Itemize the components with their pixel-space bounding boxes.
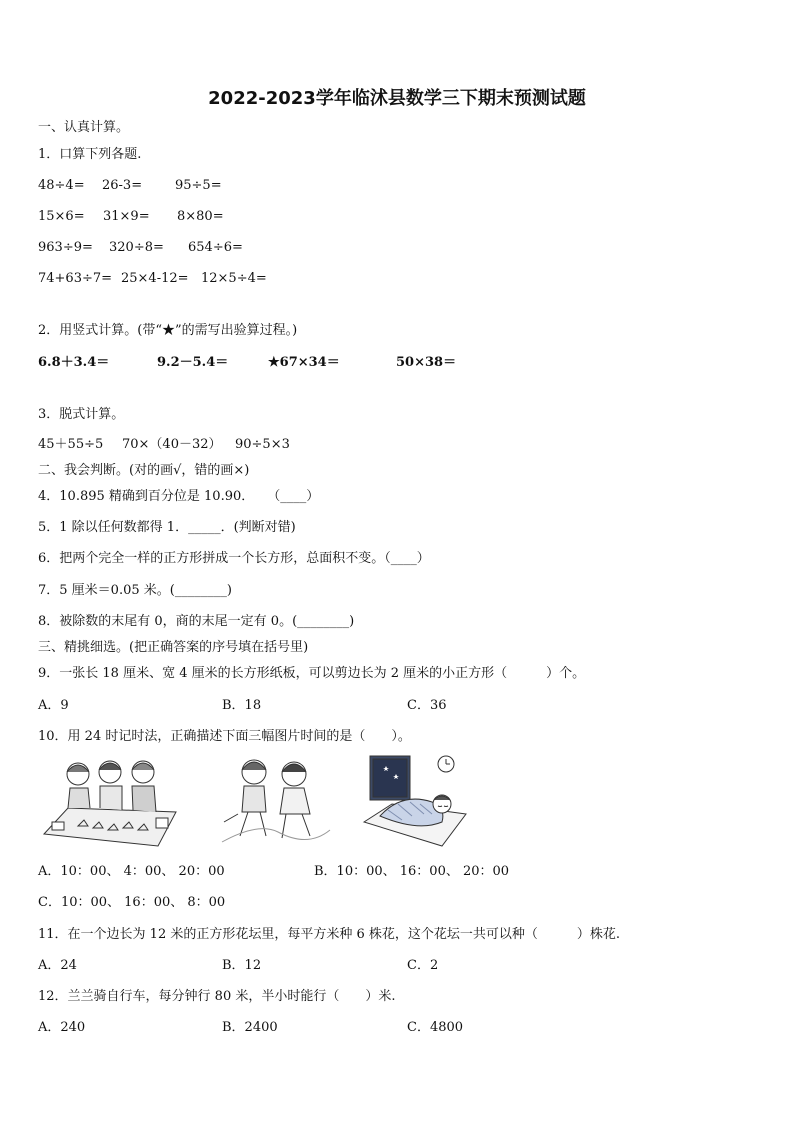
oral-item: 963÷9= xyxy=(38,240,93,255)
oral-item: 320÷8= xyxy=(109,240,164,255)
option-b: B．2400 xyxy=(222,1020,278,1035)
question-7: 7．5 厘米＝0.05 米。(________) xyxy=(38,583,232,598)
question-6: 6．把两个完全一样的正方形拼成一个长方形，总面积不变。（____） xyxy=(38,551,430,566)
question-1-label: 1．口算下列各题. xyxy=(38,147,142,162)
children-folding-paper-picture xyxy=(38,752,180,852)
option-c: C．36 xyxy=(407,698,447,713)
oral-item: 12×5÷4= xyxy=(201,271,267,286)
option-b: B．10：00、 16：00、 20：00 xyxy=(314,864,510,879)
option-a: A．9 xyxy=(38,698,69,713)
question-3-label: 3．脱式计算。 xyxy=(38,407,125,422)
oral-item: 25×4-12= xyxy=(121,271,189,286)
oral-item: 31×9= xyxy=(103,209,150,224)
vertical-calc-item: 9.2－5.4＝ xyxy=(157,355,229,370)
question-8: 8．被除数的末尾有 0，商的末尾一定有 0。(________) xyxy=(38,614,355,629)
step-calc-item: 70×（40－32） xyxy=(122,437,222,452)
child-sleeping-night-picture xyxy=(362,752,470,852)
oral-item: 48÷4= xyxy=(38,178,85,193)
oral-item: 15×6= xyxy=(38,209,85,224)
vertical-calc-item: 6.8＋3.4＝ xyxy=(38,355,110,370)
question-12-stem: 12．兰兰骑自行车，每分钟行 80 米，半小时能行（ ）米. xyxy=(38,989,396,1004)
section-3-heading: 三、精挑细选。(把正确答案的序号填在括号里) xyxy=(38,640,309,655)
option-c: C．4800 xyxy=(407,1020,464,1035)
option-b: B．12 xyxy=(222,958,262,973)
question-11-stem: 11．在一个边长为 12 米的正方形花坛里，每平方米种 6 株花，这个花坛一共可以种（ ）株花. xyxy=(38,927,621,942)
question-5: 5．1 除以任何数都得 1．_____．(判断对错) xyxy=(38,520,296,535)
question-9-stem: 9．一张长 18 厘米、宽 4 厘米的长方形纸板，可以剪边长为 2 厘米的小正方形（ ）个。 xyxy=(38,666,586,681)
oral-item: 26-3= xyxy=(102,178,143,193)
oral-item: 74+63÷7= xyxy=(38,271,113,286)
option-a: A．24 xyxy=(38,958,77,973)
oral-item: 95÷5= xyxy=(175,178,222,193)
option-b: B．18 xyxy=(222,698,262,713)
vertical-calc-item: 50×38＝ xyxy=(396,355,457,370)
option-a: A．10：00、 4：00、 20：00 xyxy=(38,864,225,879)
step-calc-item: 45＋55÷5 xyxy=(38,437,104,452)
page-title: 2022-2023学年临沭县数学三下期末预测试题 xyxy=(208,88,586,109)
oral-item: 8×80= xyxy=(177,209,224,224)
option-c: C．10：00、 16：00、 8：00 xyxy=(38,895,226,910)
children-walking-picture xyxy=(218,752,334,852)
option-c: C．2 xyxy=(407,958,439,973)
vertical-calc-item: ★67×34＝ xyxy=(268,355,340,370)
question-4: 4．10.895 精确到百分位是 10.90． （____） xyxy=(38,489,320,504)
question-10-stem: 10．用 24 时记时法，正确描述下面三幅图片时间的是（ ）。 xyxy=(38,729,411,744)
section-2-heading: 二、我会判断。(对的画√，错的画×) xyxy=(38,463,250,478)
section-1-heading: 一、认真计算。 xyxy=(38,120,130,135)
question-2-label: 2．用竖式计算。(带“★”的需写出验算过程。) xyxy=(38,323,298,338)
step-calc-item: 90÷5×3 xyxy=(235,437,290,452)
option-a: A．240 xyxy=(38,1020,86,1035)
oral-item: 654÷6= xyxy=(188,240,243,255)
